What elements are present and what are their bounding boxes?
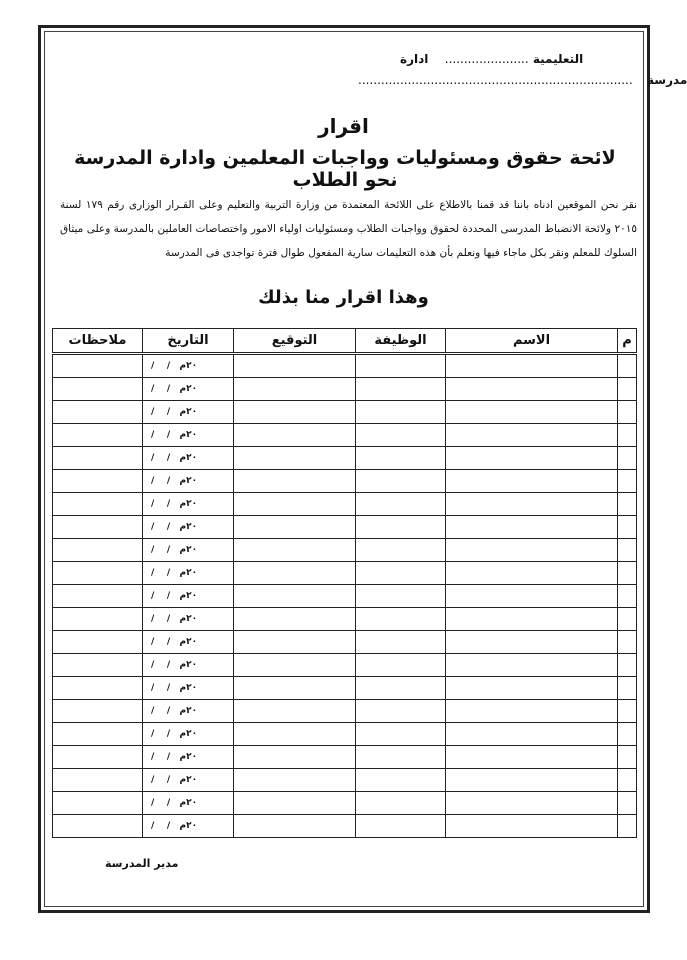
cell-name[interactable] <box>446 470 618 493</box>
cell-date[interactable] <box>143 424 234 447</box>
declaration-statement: وهذا اقرار منا بذلك <box>258 287 429 308</box>
date-format-text: / / ٢٠م <box>151 499 198 509</box>
table-row <box>53 539 637 562</box>
cell-job[interactable] <box>356 401 446 424</box>
cell-name[interactable] <box>446 654 618 677</box>
cell-name[interactable] <box>446 723 618 746</box>
table-row <box>53 447 637 470</box>
cell-name[interactable] <box>446 493 618 516</box>
signature-table <box>52 328 637 838</box>
cell-date[interactable] <box>143 815 234 838</box>
cell-index[interactable] <box>618 792 637 815</box>
cell-signature[interactable] <box>234 447 356 470</box>
cell-name[interactable] <box>446 354 618 378</box>
cell-date[interactable] <box>143 401 234 424</box>
cell-date[interactable] <box>143 677 234 700</box>
cell-name[interactable] <box>446 815 618 838</box>
cell-name[interactable] <box>446 700 618 723</box>
header-date: التاريخ <box>143 329 234 354</box>
cell-name[interactable] <box>446 677 618 700</box>
date-format-text: / / ٢٠م <box>151 430 198 440</box>
cell-job[interactable] <box>356 493 446 516</box>
cell-notes[interactable] <box>53 815 143 838</box>
cell-signature[interactable] <box>234 424 356 447</box>
table-row <box>53 700 637 723</box>
cell-date[interactable] <box>143 447 234 470</box>
cell-job[interactable] <box>356 631 446 654</box>
declaration-body: نقر نحن الموقعين ادناه باننا قد قمنا بالاطلاع على اللائحة المعتمدة من وزارة التربية والتعليم وعلى القـرار الوزارى رقم ١٧٩ لسنة ٢٠١٥ ولائحة الانضباط المدرسى المحددة لحقوق وواجبات الطلاب ومسئوليات اولياء الامور واختصاصات العاملين بالمدرسة وعلى ميثاق السلوك للمعلم ونقر بكل ماجاء فيها ونعلم بأن هذه التعليمات سارية المفعول طوال فترة تواجدى فى المدرسة <box>60 199 637 259</box>
cell-index[interactable] <box>618 746 637 769</box>
cell-name[interactable] <box>446 424 618 447</box>
cell-index[interactable] <box>618 470 637 493</box>
header-signature: التوقيع <box>234 329 356 354</box>
cell-signature[interactable] <box>234 746 356 769</box>
table-row <box>53 401 637 424</box>
cell-notes[interactable] <box>53 516 143 539</box>
cell-index[interactable] <box>618 447 637 470</box>
cell-index[interactable] <box>618 769 637 792</box>
date-format-text: / / ٢٠م <box>151 614 198 624</box>
cell-index[interactable] <box>618 539 637 562</box>
cell-signature[interactable] <box>234 631 356 654</box>
table-body <box>53 354 637 838</box>
cell-notes[interactable] <box>53 424 143 447</box>
cell-date[interactable] <box>143 631 234 654</box>
cell-name[interactable] <box>446 447 618 470</box>
cell-signature[interactable] <box>234 562 356 585</box>
cell-notes[interactable] <box>53 378 143 401</box>
cell-job[interactable] <box>356 769 446 792</box>
school-dots: ........................................................................ <box>358 73 633 87</box>
cell-notes[interactable] <box>53 447 143 470</box>
cell-index[interactable] <box>618 585 637 608</box>
cell-index[interactable] <box>618 654 637 677</box>
table-row <box>53 654 637 677</box>
cell-index[interactable] <box>618 677 637 700</box>
cell-notes[interactable] <box>53 631 143 654</box>
cell-name[interactable] <box>446 516 618 539</box>
cell-name[interactable] <box>446 608 618 631</box>
cell-notes[interactable] <box>53 493 143 516</box>
header-job: الوظيفة <box>356 329 446 354</box>
cell-signature[interactable] <box>234 608 356 631</box>
cell-notes[interactable] <box>53 792 143 815</box>
cell-notes[interactable] <box>53 746 143 769</box>
cell-signature[interactable] <box>234 769 356 792</box>
cell-name[interactable] <box>446 378 618 401</box>
cell-job[interactable] <box>356 815 446 838</box>
date-format-text: / / ٢٠م <box>151 798 198 808</box>
date-format-text: / / ٢٠م <box>151 545 198 555</box>
date-format-text: / / ٢٠م <box>151 821 198 831</box>
date-format-text: / / ٢٠م <box>151 568 198 578</box>
cell-signature[interactable] <box>234 401 356 424</box>
cell-notes[interactable] <box>53 700 143 723</box>
table-row <box>53 769 637 792</box>
table-row <box>53 585 637 608</box>
cell-notes[interactable] <box>53 470 143 493</box>
idara-label: ادارة <box>400 52 429 66</box>
cell-date[interactable] <box>143 792 234 815</box>
cell-signature[interactable] <box>234 723 356 746</box>
table-row <box>53 562 637 585</box>
cell-name[interactable] <box>446 539 618 562</box>
cell-signature[interactable] <box>234 700 356 723</box>
date-format-text: / / ٢٠م <box>151 706 198 716</box>
cell-notes[interactable] <box>53 677 143 700</box>
header-notes: ملاحظات <box>53 329 143 354</box>
cell-job[interactable] <box>356 424 446 447</box>
date-format-text: / / ٢٠م <box>151 453 198 463</box>
cell-date[interactable] <box>143 493 234 516</box>
cell-job[interactable] <box>356 700 446 723</box>
cell-index[interactable] <box>618 562 637 585</box>
cell-signature[interactable] <box>234 493 356 516</box>
cell-notes[interactable] <box>53 654 143 677</box>
date-format-text: / / ٢٠م <box>151 476 198 486</box>
cell-date[interactable] <box>143 700 234 723</box>
cell-date[interactable] <box>143 654 234 677</box>
cell-name[interactable] <box>446 585 618 608</box>
cell-signature[interactable] <box>234 585 356 608</box>
cell-name[interactable] <box>446 562 618 585</box>
cell-signature[interactable] <box>234 815 356 838</box>
date-format-text: / / ٢٠م <box>151 407 198 417</box>
cell-index[interactable] <box>618 815 637 838</box>
cell-date[interactable] <box>143 539 234 562</box>
header-index: م <box>618 329 637 354</box>
cell-date[interactable] <box>143 723 234 746</box>
cell-date[interactable] <box>143 378 234 401</box>
cell-job[interactable] <box>356 539 446 562</box>
cell-job[interactable] <box>356 378 446 401</box>
cell-date[interactable] <box>143 608 234 631</box>
cell-index[interactable] <box>618 723 637 746</box>
table-row <box>53 631 637 654</box>
cell-job[interactable] <box>356 585 446 608</box>
cell-job[interactable] <box>356 608 446 631</box>
table-header-row <box>53 329 637 354</box>
cell-signature[interactable] <box>234 539 356 562</box>
cell-index[interactable] <box>618 516 637 539</box>
date-format-text: / / ٢٠م <box>151 752 198 762</box>
cell-index[interactable] <box>618 401 637 424</box>
cell-date[interactable] <box>143 585 234 608</box>
table-row <box>53 723 637 746</box>
cell-job[interactable] <box>356 354 446 378</box>
cell-index[interactable] <box>618 700 637 723</box>
date-format-text: / / ٢٠م <box>151 361 198 371</box>
cell-index[interactable] <box>618 608 637 631</box>
cell-notes[interactable] <box>53 562 143 585</box>
table-row <box>53 493 637 516</box>
cell-index[interactable] <box>618 378 637 401</box>
cell-date[interactable] <box>143 516 234 539</box>
cell-notes[interactable] <box>53 769 143 792</box>
date-format-text: / / ٢٠م <box>151 775 198 785</box>
cell-name[interactable] <box>446 746 618 769</box>
table-row <box>53 378 637 401</box>
taalimiya-label: التعليمية <box>532 52 584 66</box>
date-format-text: / / ٢٠م <box>151 729 198 739</box>
cell-notes[interactable] <box>53 723 143 746</box>
cell-name[interactable] <box>446 792 618 815</box>
cell-date[interactable] <box>143 470 234 493</box>
page-subtitle: لائحة حقوق ومسئوليات وواجبات المعلمين وادارة المدرسة نحو الطلاب <box>74 147 616 191</box>
cell-job[interactable] <box>356 470 446 493</box>
header-idara-line <box>400 52 583 66</box>
cell-job[interactable] <box>356 654 446 677</box>
table-row <box>53 792 637 815</box>
cell-signature[interactable] <box>234 516 356 539</box>
date-format-text: / / ٢٠م <box>151 384 198 394</box>
cell-signature[interactable] <box>234 354 356 378</box>
cell-signature[interactable] <box>234 470 356 493</box>
table-row <box>53 354 637 378</box>
table-row <box>53 746 637 769</box>
table-row <box>53 608 637 631</box>
cell-signature[interactable] <box>234 378 356 401</box>
cell-job[interactable] <box>356 447 446 470</box>
principal-signature-label: مدير المدرسة <box>105 857 179 870</box>
cell-job[interactable] <box>356 723 446 746</box>
page-title: اقرار <box>318 114 369 138</box>
cell-signature[interactable] <box>234 677 356 700</box>
cell-date[interactable] <box>143 354 234 378</box>
school-label: مدرسة <box>647 73 687 87</box>
date-format-text: / / ٢٠م <box>151 660 198 670</box>
date-format-text: / / ٢٠م <box>151 683 198 693</box>
cell-date[interactable] <box>143 562 234 585</box>
cell-job[interactable] <box>356 677 446 700</box>
table-row <box>53 516 637 539</box>
cell-date[interactable] <box>143 746 234 769</box>
cell-job[interactable] <box>356 792 446 815</box>
date-format-text: / / ٢٠م <box>151 591 198 601</box>
cell-notes[interactable] <box>53 608 143 631</box>
cell-name[interactable] <box>446 631 618 654</box>
table-row <box>53 677 637 700</box>
header-name: الاسم <box>446 329 618 354</box>
cell-date[interactable] <box>143 769 234 792</box>
cell-notes[interactable] <box>53 354 143 378</box>
cell-notes[interactable] <box>53 401 143 424</box>
cell-index[interactable] <box>618 493 637 516</box>
cell-index[interactable] <box>618 631 637 654</box>
idara-dots: ...................... <box>444 52 529 66</box>
cell-job[interactable] <box>356 562 446 585</box>
cell-job[interactable] <box>356 746 446 769</box>
cell-job[interactable] <box>356 516 446 539</box>
cell-notes[interactable] <box>53 539 143 562</box>
cell-index[interactable] <box>618 424 637 447</box>
date-format-text: / / ٢٠م <box>151 522 198 532</box>
table-row <box>53 424 637 447</box>
cell-index[interactable] <box>618 354 637 378</box>
header-school-line <box>358 73 687 87</box>
cell-name[interactable] <box>446 769 618 792</box>
cell-signature[interactable] <box>234 792 356 815</box>
table-row <box>53 470 637 493</box>
date-format-text: / / ٢٠م <box>151 637 198 647</box>
cell-signature[interactable] <box>234 654 356 677</box>
table-row <box>53 815 637 838</box>
cell-name[interactable] <box>446 401 618 424</box>
cell-notes[interactable] <box>53 585 143 608</box>
